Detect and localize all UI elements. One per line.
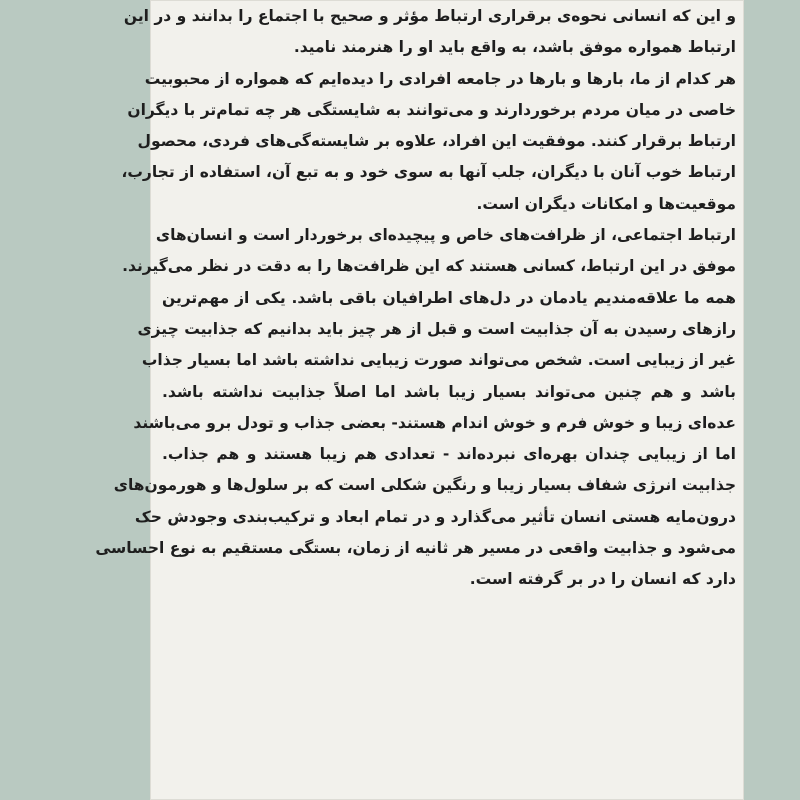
- text-line-11: رازهای رسیدن به آن جذابیت است و قبل از هر چیز باید بدانیم که جذابیت چیزی: [137, 319, 736, 338]
- text-line-4: خاصی در میان مردم برخوردارند و می‌توانند به شایستگی هر چه تمام‌تر با دیگران: [127, 100, 736, 119]
- text-line-16: جذابیت انرژی شفاف بسیار زیبا و رنگین شکلی است که بر سلول‌ها و هورمون‌های: [113, 476, 736, 495]
- text-line-14: عده‌ای زیبا و خوش فرم و خوش اندام هستند- بعضی جذاب و تودل برو می‌باشند: [133, 413, 736, 432]
- text-line-13: باشد و هم چنین می‌تواند بسیار زیبا باشد اما اصلاً جذابیت نداشته باشد.: [162, 382, 736, 401]
- text-line-9: موفق در این ارتباط، کسانی هستند که این ظرافت‌ها را به دقت در نظر می‌گیرند.: [122, 257, 736, 276]
- text-line-5: ارتباط برقرار کنند. موفقیت این افراد، علاوه بر شایسته‌گی‌های فردی، محصول: [137, 132, 736, 151]
- book-page: [95, 0, 744, 800]
- text-line-19: دارد که انسان را در بر گرفته است.: [469, 570, 736, 589]
- text-line-18: می‌شود و جذابیت واقعی در مسیر هر ثانیه از زمان، بستگی مستقیم به نوع احساسی: [95, 539, 736, 558]
- text-line-15: اما از زیبایی چندان بهره‌ای نبرده‌اند - تعدادی هم زیبا هستند و هم جذاب.: [162, 445, 736, 464]
- text-line-8: ارتباط اجتماعی، از ظرافت‌های خاص و پیچیده‌ای برخوردار است و انسان‌های: [155, 226, 736, 245]
- text-line-6: ارتباط خوب آنان با دیگران، جلب آنها به سوی خود و به تبع آن، استفاده از تجارب،: [121, 163, 736, 182]
- text-line-2: ارتباط همواره موفق باشد، به واقع باید او را هنرمند نامید.: [293, 38, 736, 57]
- text-line-17: درون‌مایه هستی انسان تأثیر می‌گذارد و در تمام ابعاد و ترکیب‌بندی وجودش حک: [134, 507, 736, 526]
- text-line-10: همه ما علاقه‌مندیم یادمان در دل‌های اطرافیان باقی باشد. یکی از مهم‌ترین: [162, 288, 736, 307]
- text-line-1: و این که انسانی نحوه‌ی برقراری ارتباط مؤثر و صحیح با اجتماع را بدانند و در این: [123, 7, 736, 25]
- text-line-7: موقعیت‌ها و امکانات دیگران است.: [476, 194, 736, 213]
- text-line-3: هر کدام از ما، بارها و بارها در جامعه افرادی را دیده‌ایم که همواره از محبوبیت: [144, 69, 736, 88]
- text-line-12: غیر از زیبایی است. شخص می‌تواند صورت زیبایی نداشته باشد اما بسیار جذاب: [141, 351, 736, 370]
- body-text: [95, 1, 736, 596]
